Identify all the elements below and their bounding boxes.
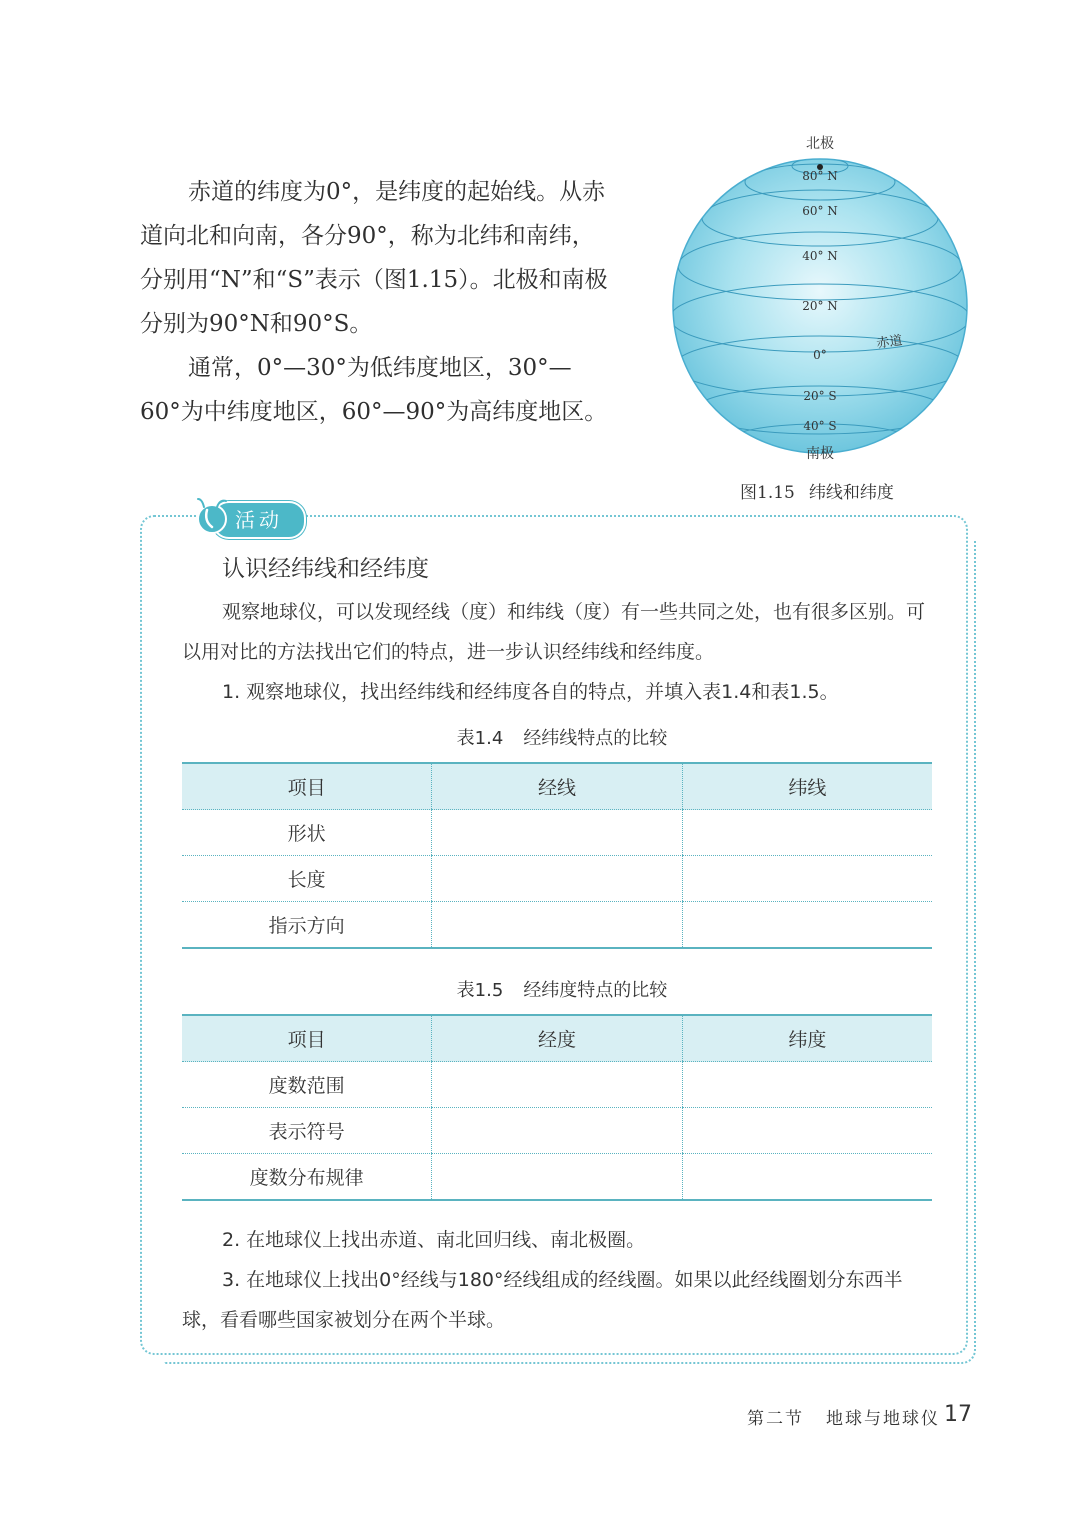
activity-item-2: 2. 在地球仪上找出赤道、南北回归线、南北极圈。 <box>222 1229 646 1251</box>
table-row <box>182 1108 932 1154</box>
table2-row-label: 表示符号 <box>182 1108 432 1154</box>
table2-header-item: 项目 <box>182 1015 432 1062</box>
lat-label-80n: 80° N <box>802 169 838 183</box>
table1-header-parallel: 纬线 <box>682 763 932 810</box>
footer-section: 第二节 <box>747 1409 804 1429</box>
table1-cell[interactable] <box>432 902 682 949</box>
table-1-4 <box>182 762 932 949</box>
table-row <box>182 902 932 949</box>
table1-header-meridian: 经线 <box>432 763 682 810</box>
table1-cell[interactable] <box>682 902 932 949</box>
table2-header-latitude: 纬度 <box>682 1015 932 1062</box>
globe-illustration <box>670 130 970 470</box>
table2-caption: 经纬度特点的比较 <box>523 980 668 1001</box>
table1-cell[interactable] <box>682 856 932 902</box>
activity-item-1: 1. 观察地球仪，找出经纬线和经纬度各自的特点，并填入表1.4和表1.5。 <box>222 681 839 703</box>
caption-number: 图1.15 <box>740 483 795 503</box>
table1-row-label: 指示方向 <box>182 902 432 949</box>
caption-text: 纬线和纬度 <box>808 483 894 503</box>
equator-label: 赤道 <box>875 333 904 352</box>
page-number: 17 <box>944 1402 972 1427</box>
table2-cell[interactable] <box>682 1062 932 1108</box>
table-1-5 <box>182 1014 932 1201</box>
table1-header-item: 项目 <box>182 763 432 810</box>
lat-label-40n: 40° N <box>802 249 838 263</box>
table-row <box>182 856 932 902</box>
globe-figure <box>670 130 970 470</box>
table2-cell[interactable] <box>682 1108 932 1154</box>
table2-cell[interactable] <box>682 1154 932 1201</box>
activity-item-3: 3. 在地球仪上找出0°经线与180°经线组成的经线圈。如果以此经线圈划分东西半球，看看哪些国家被划分在两个半球。 <box>182 1269 903 1331</box>
table1-number: 表1.4 <box>456 728 504 749</box>
table2-cell[interactable] <box>432 1062 682 1108</box>
activity-intro-block <box>182 592 932 712</box>
table-row <box>182 1062 932 1108</box>
activity-items-block <box>182 1220 932 1340</box>
activity-intro: 观察地球仪，可以发现经线（度）和纬线（度）有一些共同之处，也有很多区别。可以用对比的方法找出它们的特点，进一步认识经纬线和经纬度。 <box>182 601 926 663</box>
activity-badge <box>190 495 305 537</box>
table1-cell[interactable] <box>432 810 682 856</box>
table2-row-label: 度数范围 <box>182 1062 432 1108</box>
table1-row-label: 长度 <box>182 856 432 902</box>
table2-number: 表1.5 <box>456 980 504 1001</box>
intro-paragraph-1: 赤道的纬度为0°，是纬度的起始线。从赤道向北和向南，各分90°，称为北纬和南纬，分别用“N”和“S”表示（图1.15）。北极和南极分别为90°N和90°S。 <box>140 179 608 337</box>
table1-row-label: 形状 <box>182 810 432 856</box>
table-row <box>182 810 932 856</box>
table2-cell[interactable] <box>432 1154 682 1201</box>
figure-caption <box>740 478 894 503</box>
activity-title: 认识经纬线和经纬度 <box>222 556 429 582</box>
running-footer <box>747 1404 940 1429</box>
footer-chapter: 地球与地球仪 <box>826 1409 940 1429</box>
intro-text <box>140 170 610 434</box>
table1-cell[interactable] <box>682 810 932 856</box>
table2-cell[interactable] <box>432 1108 682 1154</box>
table2-row-label: 度数分布规律 <box>182 1154 432 1201</box>
south-pole-label: 南极 <box>806 446 834 462</box>
lat-label-60n: 60° N <box>802 204 838 218</box>
table1-cell[interactable] <box>432 856 682 902</box>
lat-label-0: 0° <box>813 348 827 362</box>
lat-label-40s: 40° S <box>803 419 837 433</box>
table1-title <box>182 724 942 750</box>
table1-caption: 经纬线特点的比较 <box>523 728 668 749</box>
table-header-row <box>182 1015 932 1062</box>
intro-paragraph-2: 通常，0°—30°为低纬度地区，30°—60°为中纬度地区，60°—90°为高纬度地区。 <box>140 355 608 425</box>
table2-title <box>182 976 942 1002</box>
lat-label-20s: 20° S <box>803 389 837 403</box>
activity-icon <box>190 495 230 537</box>
table2-header-longitude: 经度 <box>432 1015 682 1062</box>
table-row <box>182 1154 932 1201</box>
table-header-row <box>182 763 932 810</box>
activity-badge-label: 活动 <box>212 501 306 539</box>
north-pole-label: 北极 <box>806 136 834 152</box>
lat-label-20n: 20° N <box>802 299 838 313</box>
